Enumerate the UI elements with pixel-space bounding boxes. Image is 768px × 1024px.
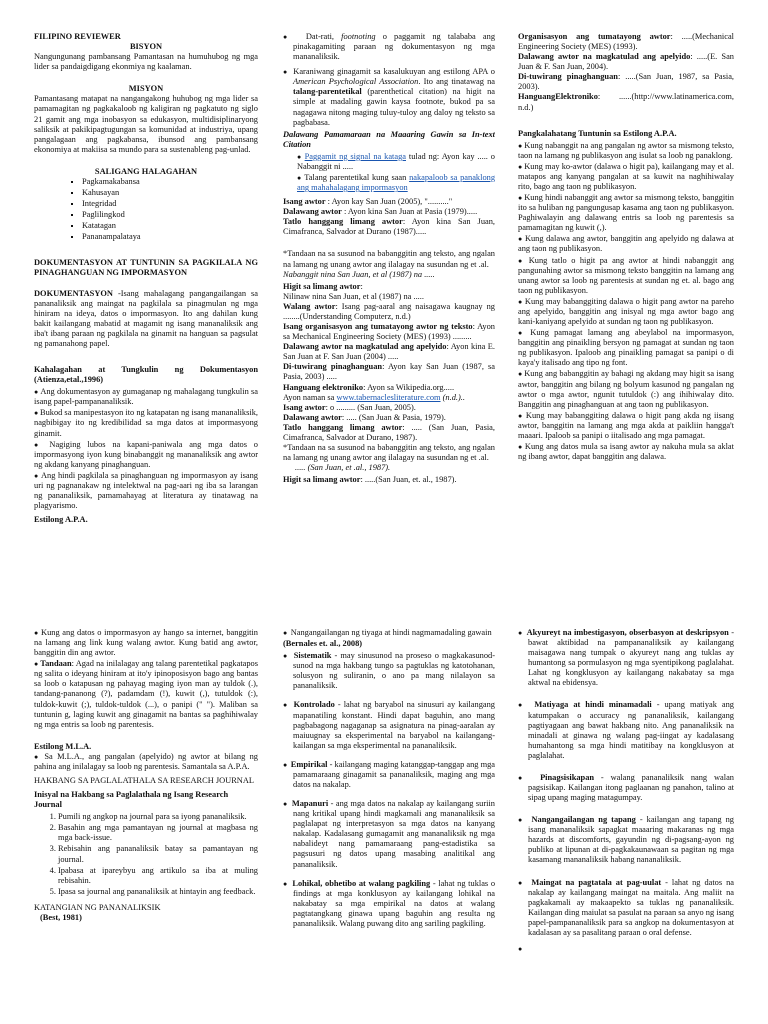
example-line: Dalawang awtor : Ayon kina San Juan at Pasia (1979)..... — [283, 207, 478, 217]
example-line: Walang awtor: Isang pag-aaral ang naisagawa kaugnay ng ........(Understanding Computerz, n.d.) — [283, 301, 495, 321]
list-item: ● Akyureyt na imbestigasyon, obserbasyon at deskripsyon - bawat aktibidad na pampananaliksik ay kailangang maisagawa nang tumpak o akyureyt nang ang tuklas ay humantong sa pormulasyon ng mga syentipikong paglalahat. Lahat ng kongklusyon ay kailangang nakabatay sa mga aktwal na ebidensya. — [528, 628, 734, 688]
example-line: Hanguang elektroniko: Ayon sa Wikipedia.org..... — [283, 382, 455, 392]
estilong-apa-heading: Estilong A.P.A. — [34, 515, 88, 525]
column-3-bottom — [518, 628, 734, 1024]
list-item: ● Tandaan: Agad na inilalagay ang talang parentetikal pagkatapos ng salita o ideyang hiniram at ito'y ipinoposisyon bago ang bantas sa loob o katapusan ng pahayag maging iyon man ay tuldok (.), tandang-pananong (?), padamdam (!), kuwit (,), tutuldok (:), tuldok-kuwit (;), tuldok-tuldok (...), o panipi (" "). Maliban sa tuntunin g, laging kuwit ang ginagamit na bantas sa paghihiwalay ng mga entris sa loob ng parentesis. — [34, 659, 258, 730]
list-item: 1. Pumili ng angkop na journal para sa iyong pananaliksik. — [58, 812, 258, 822]
bernales-citation: (Bernales et. al., 2008) — [283, 639, 363, 649]
pangkalahatang-heading: Pangkalahatang Tuntunin sa Estilong A.P.A. — [518, 128, 677, 138]
example-line: HanguangElektroniko: ......(http://www.latinamerica.com, n.d.) — [518, 92, 734, 112]
example-line: Tatlo hanggang limang awtor: Ayon kina San Juan, Cimafranca, Salvador at Durano (1987)..... — [283, 217, 495, 237]
dokumentasyon-text: DOKUMENTASYON -Isang mahalagang pangangailangan sa pananaliksik ang maingat na pagkilala sa pinagmulan ng mga hiniram na ideya, datos o impormasyon. Ito ang dahilan kung bakit kailangang mabatid at magamit ng isang mananaliksik ang iba't ibang paraan ng pagkilala na ginamit na hanguan sa pagsulat ng pamanahong papel. — [34, 288, 258, 348]
list-item: ● Maingat na pagtatala at pag-uulat - lahat ng datos na nakalap ay kailangang maingat na maitala. Ang maliit na pagkakamali ay makaapekto sa tuklas ng pananaliksik. Kailangan ding maiulat sa pasulat na paraan sa anyo ng isang papel-pampananaliksik para sa angkop na dokumentasyon at kadalasan ay sa pasalitang paraan o oral defense. — [528, 878, 734, 938]
list-item: ● Sa M.L.A., ang pangalan (apelyido) ng awtor at bilang ng pahina ang inilalagay sa loob ng parentesis. Samantala sa A.P.A. — [34, 752, 258, 772]
example-line: Dalawang awtor: ..... (San Juan & Pasia, 1979). — [283, 412, 446, 422]
column-1-bottom — [34, 628, 258, 1024]
tabernacles-link[interactable]: www.tabernaclesliterature.com — [336, 392, 441, 402]
list-item: ● Talang parentetikal kung saan nakapaloob sa panaklong ang mahahalagang impormasyon — [297, 173, 495, 193]
list-item-empty — [528, 944, 734, 954]
list-item: ● Matiyaga at hindi minamadali - upang matiyak ang katumpakan o accuracy ng pananaliksik, kailangang pagtiyagaan ang bawat hakbang nito. Ang pananaliksik na minadali at ginawa ng walang pag-iingat ay kadalasang humahantong sa mga hindi matitibay na kongklusyon at paglalahat. — [528, 700, 734, 760]
saligang-heading: SALIGANG HALAGAHAN — [94, 166, 198, 176]
list-item: ● Ang hindi pagkilala sa pinaghanguan ng impormasyon ay isang uri ng pagnanakaw ng intelektwal na pag-aari ng iba sa larangan ng pananaliksik, pamamahayag at literatura ay tinatawag na plagyarismo. — [34, 471, 258, 511]
list-item: ● Nangangailangan ng tiyaga at hindi nagmamadaling gawain — [293, 628, 495, 638]
column-2-bottom — [283, 628, 495, 1024]
list-item: 2. Basahin ang mga pamantayan ng journal at magbasa ng mga back-issue. — [58, 823, 258, 843]
saligang-item: ▪ Pananampalataya — [82, 232, 258, 242]
list-item: ● Dat-rati, footnoting o paggamit ng talababa ang pinakagamiting paraan ng dokumentasyon ng mga mananaliksik. — [293, 32, 495, 62]
example-line: Di-tuwirang pinaghanguan: .....(San Juan, 1987, sa Pasia, 2003). — [518, 72, 734, 92]
list-item: ● Kung may babanggiting dalawa o higit pang awtor na pareho ang apelyido, banggitin ang inisyal ng mga awtor bago ang kani-kaniyang apelyido at sundan ng taon ng publikasyon. — [518, 297, 734, 327]
list-item: ● Nagiging lubos na kapani-paniwala ang mga datos o impormasyong iyon kung binabanggit ng mananaliksik ang awtor ng akdang kanyang pinaghanguan. — [34, 440, 258, 470]
steps-list — [34, 812, 258, 897]
list-item: ● Ang dokumentasyon ay gumaganap ng mahalagang tungkulin sa isang papel-pampananaliksik. — [34, 387, 258, 407]
list-item: ● Nangangailangan ng tapang - kailangan ang tapang ng isang mananaliksik sapagkat maaaring makaranas ng mga hazards at discomforts, gayundin ng di-pagsang-ayon ng publiko at lipunan at di-pagkakaunawaan sa pagitan ng mga kasamang mananaliksik habang nananaliksik. — [528, 815, 734, 865]
example-line: Dalawang awtor na magkatulad ang apelyido: .....(E. San Juan & F. San Juan, 2004). — [518, 52, 734, 72]
intro-list — [283, 628, 495, 638]
bisyon-text: Nangungunang pambansang Pamantasan na humuhubog ng mga lider sa pandaigdigang ekonmiya ng kaalaman. — [34, 52, 258, 72]
citation-methods-list — [283, 152, 495, 193]
bisyon-heading: BISYON — [129, 42, 163, 52]
list-item: ● Paggamit ng signal na kataga tulad ng: Ayon kay ..... o Nabanggit ni ..... — [297, 152, 495, 172]
list-item: ● Kung pamagat lamang ang abeylabol na impormasyon, banggitin ang pinaikling bersyon ng pamagat at sundan ng taon ng publikasyon. Ipaloob ang pinaikling pamagat sa panipi o di kaya'y italisado ang tipo ng font. — [518, 328, 734, 368]
example-line: Isang awtor: o ......... (San Juan, 2005). — [283, 402, 416, 412]
saligang-item: ▪ Paglilingkod — [82, 210, 258, 220]
internet-list — [34, 628, 258, 730]
example-line: Isang awtor : Ayon kay San Juan (2005), ".........." — [283, 197, 453, 207]
list-item: ● Sistematik - may sinusunod na proseso o magkakasunod-sunod na mga hakbang tungo sa pagtuklas ng katotohanan, solusyon ng suliranin, o ano pa mang nilalayon sa pananaliksik. — [293, 651, 495, 691]
hakbang-heading: HAKBANG SA PAGLALATHALA SA RESEARCH JOURNAL — [34, 776, 255, 786]
example-line: Di-tuwirang pinaghanguan: Ayon kay San Juan (1987, sa Pasia, 2003) ..... — [283, 362, 495, 382]
list-item: ● Kung dalawa ang awtor, banggitin ang apelyido ng dalawa at ang taon ng publikasyon. — [518, 234, 734, 254]
inisyal-heading: Inisyal na Hakbang sa Paglalathala ng Isang Research Journal — [34, 790, 229, 810]
list-item: ● Empirikal - kailangang maging katanggap-tanggap ang mga pamamaraang ginagamit sa pananaliksik, maging ang mga datos na nakalap. — [293, 760, 495, 790]
tandaan-note: *Tandaan na sa susunod na babanggitin ang teksto, ang ngalan na lamang ng unang awtor ang ilalagay na susundan ng et .al. — [283, 249, 495, 269]
list-item: ● Pinagsisikapan - walang pananaliksik nang walan pagsisikap. Kailangan itong paglaanan ng panahon, talino at sipag upang maging matagumpay. — [528, 773, 734, 803]
dalawang-pamamaraan-heading: Dalawang Pamamaraan na Maaaring Gawin sa In-text Citation — [283, 129, 495, 149]
column-2-top — [283, 32, 495, 572]
list-item: ● Lohikal, obhetibo at walang pagkiling - lahat ng tuklas o findings at mga konklusyon ay kailangang lohikal na nakabatay sa mga empirikal na datos at walang pagtatangkang ginawa upang baguhin ang resulta ng pananaliksik. Walang puwang dito ang sariling pagkiling. — [293, 879, 495, 929]
list-item: 4. Ipabasa at ipareybyu ang artikulo sa iba at muling rebisahin. — [58, 866, 258, 886]
apa-notes-list — [283, 32, 495, 128]
misyon-heading: MISYON — [128, 84, 164, 94]
list-item: ● Kung nabanggit na ang pangalan ng awtor sa mismong teksto, taon na lamang ng publikasyon ang isulat sa loob ng panaklong. — [518, 141, 734, 161]
katangian-list-continued — [518, 628, 734, 954]
list-item: 3. Rebisahin ang pananaliksik batay sa pamantayan ng journal. — [58, 844, 258, 864]
list-item: ● Kung ang babanggitin ay bahagi ng akdang may higit sa isang awtor, banggitin ang bilang ng bolyum kasunod ng pangalan ng awtor o mga awtor, ngunit tutuldok (:) ang ihihiwalay dito. Banggitin ang pinaghanguan at ang taon ng publikasyon. — [518, 369, 734, 409]
tandaan-example: Nabanggit nina San Juan, et al (1987) na ..... — [283, 269, 435, 279]
list-item: ● Karaniwang ginagamit sa kasalukuyan ang estilong APA o American Psychological Association. Ito ang tinatawag na talang-parentetikal (parenthetical citation) na higit na simple at madaling gawin kaysa footnote, bukod pa sa nagagawa nitong maging tuluy-tuloy ang daloy ng teksto sa pagbabasa. — [293, 67, 495, 127]
saligang-item: ▪ Integridad — [82, 199, 258, 209]
misyon-text: Pamantasang matapat na nangangakong huhubog ng mga lider sa pamamagitan ng pagkakaloob ng kaligiran ng pagkatuto ng siglo 21 gamit ang mga inobasyon sa edukasyon, multidisiplinaryong saliksik at pakikipagtugungan sa komunidad at industriya, upang pangalagaan ang pagkabansa, ibunsod ang pambansang ekonomiya at makiisa sa mundo para sa sustenableng pag-unlad. — [34, 94, 258, 154]
saligang-item: ▪ Kahusayan — [82, 188, 258, 198]
saligang-list — [34, 177, 258, 242]
list-item: ● Kung ang datos o impormasyon ay hango sa internet, banggitin na lamang ang link kung walang awtor. Kung batid ang awtor, banggitin din ang awtor. — [34, 628, 258, 658]
katangian-source: (Best, 1981) — [40, 912, 82, 922]
example-line: Dalawang awtor na magkatulad ang apelyido: Ayon kina E. San Juan at F. San Juan (2004) ..... — [283, 342, 495, 362]
panaklong-link[interactable]: nakapaloob sa panaklong ang mahahalagang impormasyon — [297, 173, 495, 193]
example-line: Higit sa limang awtor: .....(San Juan, et. al., 1987). — [283, 475, 457, 485]
example-line: Tatlo hanggang limang awtor: ..... (San Juan, Pasia, Cimafranca, Salvador at Durano, 1987). — [283, 422, 495, 442]
apa-rules-list — [518, 141, 734, 462]
mla-heading: Estilong M.L.A. — [34, 741, 92, 751]
list-item: 5. Ipasa sa journal ang pananaliksik at hintayin ang feedback. — [58, 887, 258, 897]
example-line: Ayon naman sa www.tabernaclesliterature.com (n.d.).. — [283, 392, 465, 402]
dokumentasyon-heading: DOKUMENTASYON AT TUNTUNIN SA PAGKILALA NG PINAGHANGUAN NG IMPORMASYON — [34, 258, 258, 278]
list-item: ● Bukod sa manipestasyon ito ng katapatan ng isang mananaliksik, nagbibigay ito ng kredibilidad sa mga datos at impormasyong ginamit. — [34, 408, 258, 438]
list-item: ● Kung ang datos mula sa isang awtor ay nakuha mula sa aklat ng ibang awtor, dapat banggitin ang dalawa. — [518, 442, 734, 462]
kahalagahan-heading: Kahalagahan at Tungkulin ng Dokumentasyon (Atienza,etal.,1996) — [34, 365, 258, 385]
column-3-top — [518, 32, 734, 572]
kahalagahan-list — [34, 387, 258, 511]
example-line: Isang organisasyon ang tumatayong awtor ng teksto: Ayon sa Mechanical Engineering Society (MES) (1993) ......... — [283, 322, 495, 342]
saligang-item: ▪ Katatagan — [82, 221, 258, 231]
example-line: Nilinaw nina San Juan, et al (1987) na ..... — [283, 291, 424, 301]
list-item: ● Kontrolado - lahat ng baryabol na sinusuri ay kailangang mapanatiling konstant. Hindi dapat baguhin, ano mang pagbabagong nagaganap sa asignatura na pinag-aaralan ay maiuugnay sa eksperimental na baryabol na kailangang-kailangan sa mga eksperimental na pananaliksik. — [293, 700, 495, 750]
katangian-heading: KATANGIAN NG PANANALIKSIK — [34, 902, 161, 912]
list-item: ● Mapanuri - ang mga datos na nakalap ay kailangang suriin nang kritikal upang hindi magkamali ang mananaliksik sa paglalapat ng interpretasyon sa mga datos na kanyang nakalap. Kadalasang gumagamit ang mananaliksik ng mga nabalideyt nang pamamaraang pang-estadistika sa pagsusuri ng datos upang masabing analitikal ang pananaliksik. — [293, 799, 495, 870]
example-line: Organisasyon ang tumatayong awtor: .....(Mechanical Engineering Society (MES) (1993). — [518, 32, 734, 52]
signal-link[interactable]: Paggamit ng signal na kataga — [304, 151, 406, 161]
column-1-top — [34, 32, 258, 572]
tandaan-example: ..... (San Juan, et .al., 1987). — [295, 463, 391, 473]
reviewer-title: FILIPINO REVIEWER — [34, 32, 121, 41]
mla-list — [34, 752, 258, 772]
tandaan-note: *Tandaan na sa susunod na babanggitin ang teksto, ang ngalan na lamang ng unang awtor ang ilalagay na susundan ng et .al. — [283, 442, 495, 463]
katangian-list — [283, 651, 495, 929]
list-item: ● Kung may ko-awtor (dalawa o higit pa), kailangang may et al. matapos ang kanyang pangalan at sa kuwit na naghihiwalay rito, bago ang taon ng publikasyon. — [518, 162, 734, 192]
example-line: Higit sa limang awtor: — [283, 281, 363, 291]
saligang-item: ▪ Pagkamakabansa — [82, 177, 258, 187]
list-item: ● Kung may babanggiting dalawa o higit pang akda ng iisang awtor, banggitin na lamang ang mga akda at paikliin hangga't maaari. Ipaloob sa panipi o iitalisado ang mga pamagat. — [518, 411, 734, 441]
list-item: ● Kung tatlo o higit pa ang awtor at hindi nabanggit ang pangunahing awtor sa mismong teksto banggitin na lamang ang unang awtor sa loob ng parentesis at sundan ng et. al. bago ang taon ng publikasyon. — [518, 256, 734, 296]
list-item: ● Kung hindi nabanggit ang awtor sa mismong teksto, banggitin ito sa huliban ng pangungusap kasama ang taon ng publikasyon. Paghiwalayin ang dalawang entris sa loob ng parentesis sa pamamagitan ng kuwit (,). — [518, 193, 734, 233]
